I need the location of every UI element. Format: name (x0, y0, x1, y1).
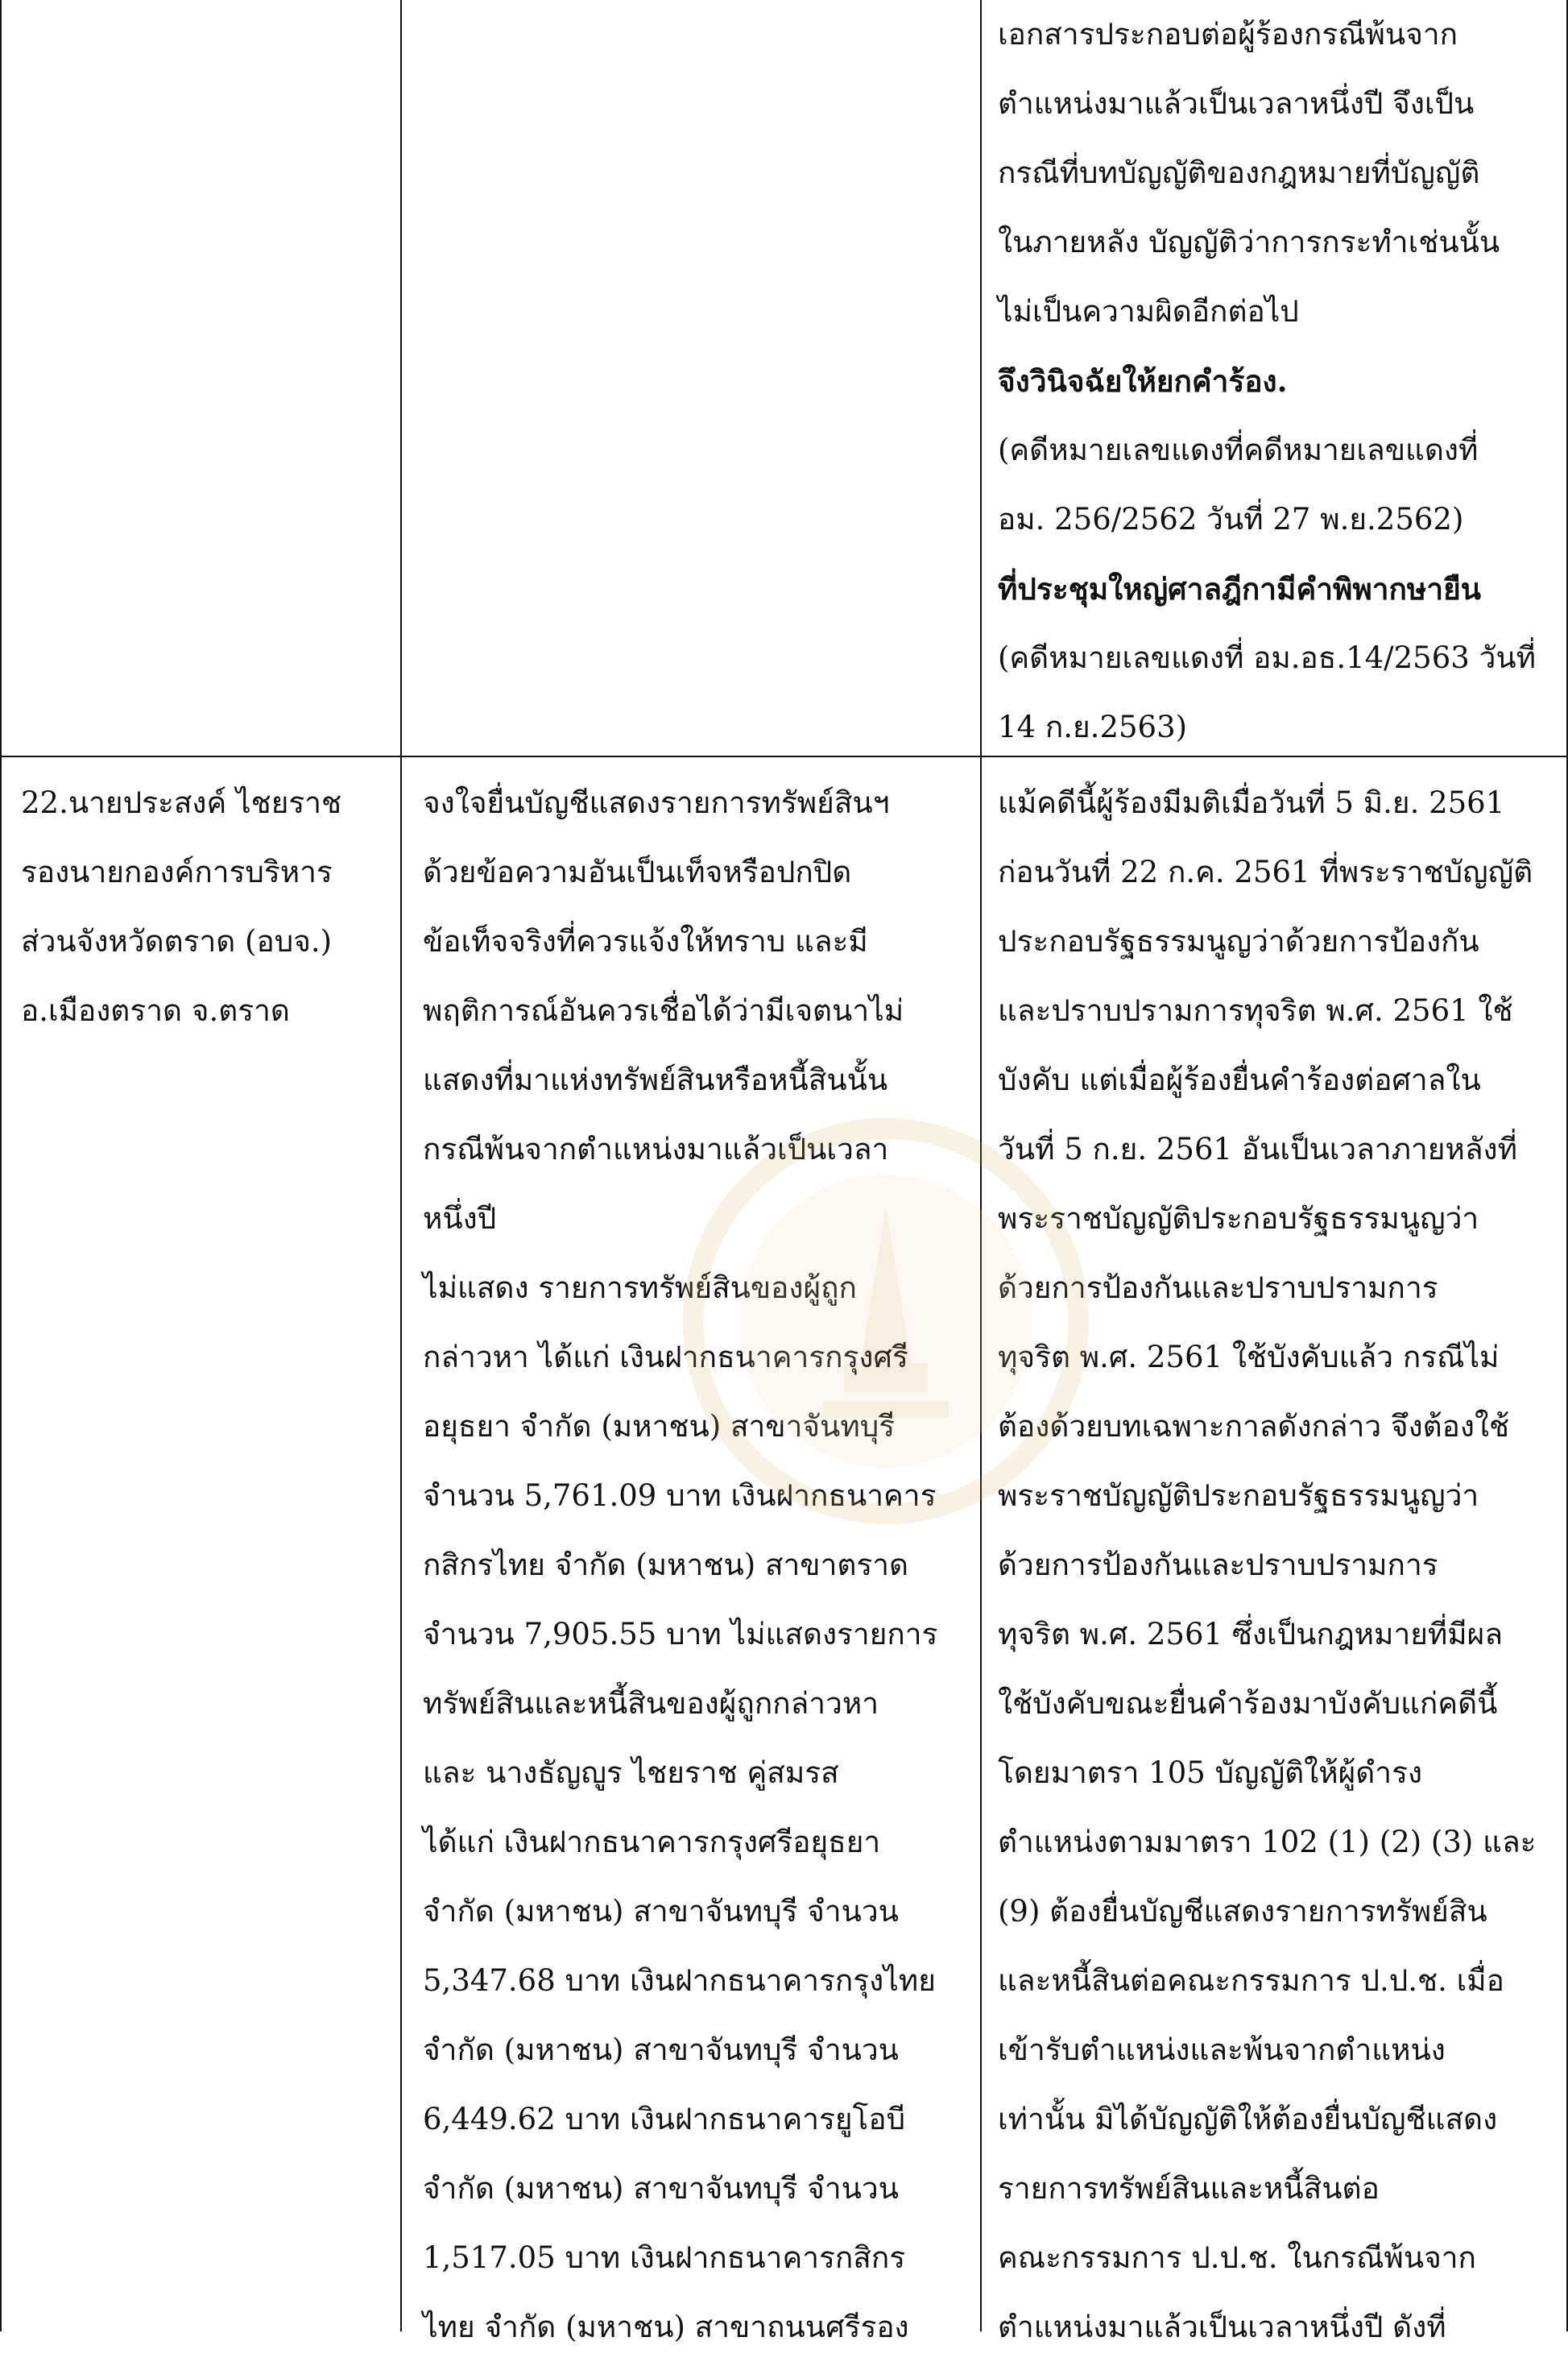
table-border-left (0, 0, 2, 2331)
text-line: จงใจยื่นบัญชีแสดงรายการทรัพย์สินฯ (423, 785, 890, 820)
text-line: กรณีพ้นจากตำแหน่งมาแล้วเป็นเวลา (423, 1132, 889, 1166)
text-line: จำนวน 5,761.09 บาท เงินฝากธนาคาร (423, 1478, 937, 1513)
text-line: กล่าวหา ได้แก่ เงินฝากธนาคารกรุงศรี (423, 1340, 908, 1374)
text-line: (คดีหมายเลขแดงที่คดีหมายเลขแดงที่ (998, 433, 1479, 467)
text-line: ไทย จำกัด (มหาชน) สาขาถนนศรีรอง (423, 2310, 909, 2344)
text-line: แม้คดีนี้ผู้ร้องมีมติเมื่อวันที่ 5 มิ.ย. 2561 (998, 785, 1505, 820)
row-0-col-3 (998, 0, 1562, 756)
text-line: ได้แก่ เงินฝากธนาคารกรุงศรีอยุธยา (423, 1825, 881, 1859)
text-line: พระราชบัญญัติประกอบรัฐธรรมนูญว่า (998, 1478, 1479, 1513)
text-line: คณะกรรมการ ป.ป.ช. ในกรณีพ้นจาก (998, 2240, 1476, 2275)
text-line: (คดีหมายเลขแดงที่ อม.อธ.14/2563 วันที่ (998, 640, 1537, 675)
text-line: ไม่เป็นความผิดอีกต่อไป (998, 294, 1299, 329)
text-line: และ นางธัญญูร ไชยราช คู่สมรส (423, 1755, 839, 1790)
row-1-col-2 (423, 757, 970, 2344)
text-line: ตำแหน่งตามมาตรา 102 (1) (2) (3) และ (998, 1825, 1537, 1859)
text-line: พระราชบัญญัติประกอบรัฐธรรมนูญว่า (998, 1201, 1479, 1236)
text-line: ต้องด้วยบทเฉพาะกาลดังกล่าว จึงต้องใช้ (998, 1409, 1510, 1444)
text-line: 14 ก.ย.2563) (998, 710, 1188, 744)
text-line: จำกัด (มหาชน) สาขาจันทบุรี จำนวน (423, 2171, 899, 2206)
text-line: และหนี้สินต่อคณะกรรมการ ป.ป.ช. เมื่อ (998, 1963, 1504, 1998)
text-line: รายการทรัพย์สินและหนี้สินต่อ (998, 2171, 1380, 2206)
text-line: ด้วยการป้องกันและปราบปรามการ (998, 1548, 1438, 1582)
text-line: จำกัด (มหาชน) สาขาจันทบุรี จำนวน (423, 1894, 899, 1929)
text-line: ใช้บังคับขณะยื่นคำร้องมาบังคับแก่คดีนี้ (998, 1686, 1498, 1721)
text-line: 6,449.62 บาท เงินฝากธนาคารยูโอบี (423, 2102, 906, 2136)
text-line: ประกอบรัฐธรรมนูญว่าด้วยการป้องกัน (998, 924, 1479, 959)
text-line: ก่อนวันที่ 22 ก.ค. 2561 ที่พระราชบัญญัติ (998, 855, 1533, 889)
text-line: โดยมาตรา 105 บัญญัติให้ผู้ดำรง (998, 1755, 1423, 1790)
text-line: (9) ต้องยื่นบัญชีแสดงรายการทรัพย์สิน (998, 1894, 1487, 1929)
row-1-col-3 (998, 757, 1562, 2344)
text-line: เข้ารับตำแหน่งและพ้นจากตำแหน่ง (998, 2033, 1446, 2067)
text-line: 5,347.68 บาท เงินฝากธนาคารกรุงไทย (423, 1963, 936, 1998)
row-0-col-2 (423, 0, 970, 756)
text-line: อยุธยา จำกัด (มหาชน) สาขาจันทบุรี (423, 1409, 896, 1444)
text-line: ตำแหน่งมาแล้วเป็นเวลาหนึ่งปี จึงเป็น (998, 86, 1475, 121)
text-line: ที่ประชุมใหญ่ศาลฎีกามีคำพิพากษายืน (998, 571, 1482, 607)
text-line: ส่วนจังหวัดตราด (อบจ.) (21, 924, 333, 959)
text-line: วันที่ 5 ก.ย. 2561 อันเป็นเวลาภายหลังที่ (998, 1132, 1517, 1166)
row-0-col-1 (21, 0, 391, 756)
text-line: ข้อเท็จจริงที่ควรแจ้งให้ทราบ และมี (423, 924, 868, 959)
text-line: จำกัด (มหาชน) สาขาจันทบุรี จำนวน (423, 2033, 899, 2067)
text-line: และปราบปรามการทุจริต พ.ศ. 2561 ใช้ (998, 993, 1513, 1028)
text-line: ไม่แสดง รายการทรัพย์สินของผู้ถูก (423, 1270, 857, 1305)
text-line: พฤติการณ์อันควรเชื่อได้ว่ามีเจตนาไม่ (423, 993, 904, 1028)
text-line: อ.เมืองตราด จ.ตราด (21, 993, 290, 1028)
row-1-col-1 (21, 757, 391, 2331)
text-line: ด้วยข้อความอันเป็นเท็จหรือปกปิด (423, 855, 852, 889)
text-line: แสดงที่มาแห่งทรัพย์สินหรือหนี้สินนั้น (423, 1063, 888, 1097)
text-line: รองนายกองค์การบริหาร (21, 855, 333, 889)
text-line: เอกสารประกอบต่อผู้ร้องกรณีพ้นจาก (998, 17, 1458, 52)
text-line: ทุจริต พ.ศ. 2561 ซึ่งเป็นกฎหมายที่มีผล (998, 1617, 1504, 1651)
text-line: 1,517.05 บาท เงินฝากธนาคารกสิกร (423, 2240, 906, 2275)
text-line: เท่านั้น มิได้บัญญัติให้ต้องยื่นบัญชีแสดง (998, 2102, 1498, 2136)
text-line: บังคับ แต่เมื่อผู้ร้องยื่นคำร้องต่อศาลใน (998, 1063, 1481, 1097)
text-line: จึงวินิจฉัยให้ยกคำร้อง. (998, 363, 1288, 399)
text-line: อม. 256/2562 วันที่ 27 พ.ย.2562) (998, 502, 1464, 537)
text-line: จำนวน 7,905.55 บาท ไม่แสดงรายการ (423, 1617, 938, 1651)
text-line: ด้วยการป้องกันและปราบปรามการ (998, 1270, 1438, 1305)
text-line: กสิกรไทย จำกัด (มหาชน) สาขาตราด (423, 1548, 909, 1582)
column-divider-2 (980, 0, 982, 2331)
text-line: กรณีที่บทบัญญัติของกฎหมายที่บัญญัติ (998, 155, 1480, 190)
text-line: ตำแหน่งมาแล้วเป็นเวลาหนึ่งปี ดังที่ (998, 2310, 1446, 2344)
text-line: หนึ่งปี (423, 1201, 497, 1236)
text-line: ทรัพย์สินและหนี้สินของผู้ถูกกล่าวหา (423, 1686, 879, 1721)
text-line: ในภายหลัง บัญญัติว่าการกระทำเช่นนั้น (998, 225, 1500, 259)
column-divider-1 (400, 0, 402, 2331)
text-line: ทุจริต พ.ศ. 2561 ใช้บังคับแล้ว กรณีไม่ (998, 1340, 1500, 1374)
text-line: 22.นายประสงค์ ไชยราช (21, 785, 342, 820)
